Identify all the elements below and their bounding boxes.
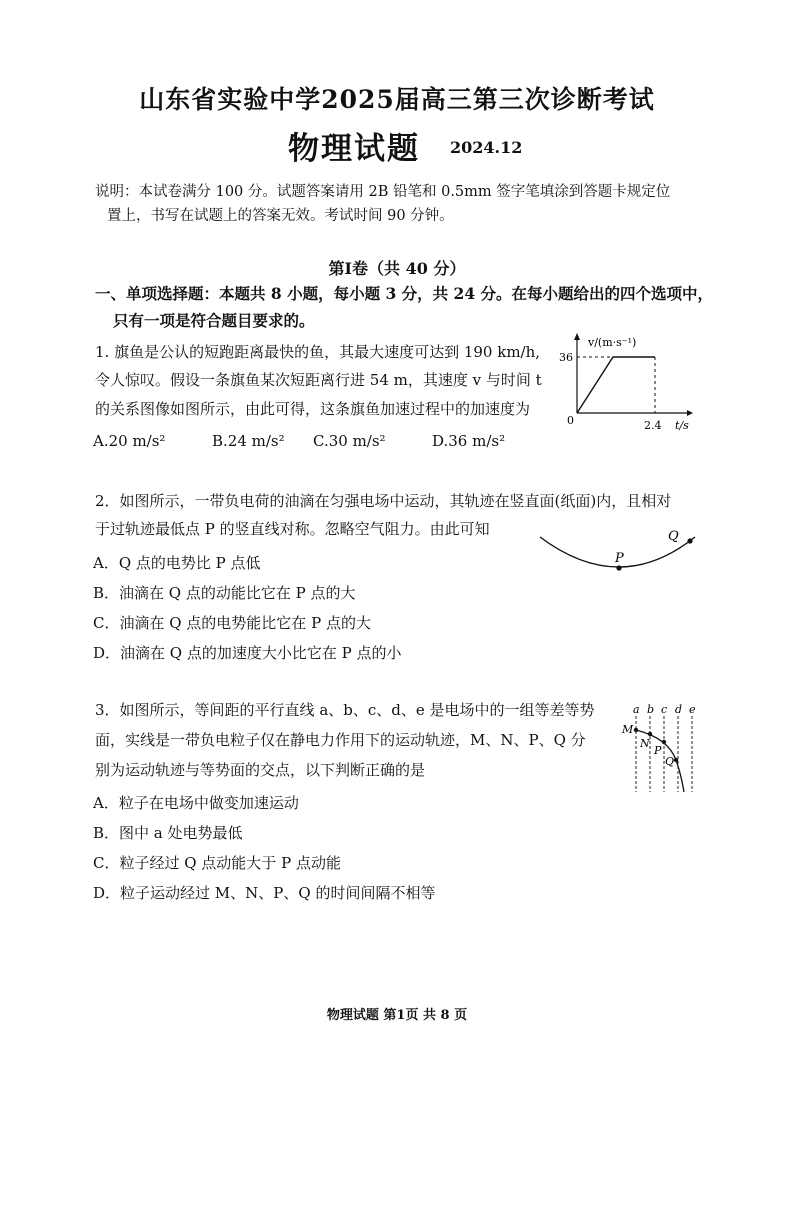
q2-option-a: A．Q 点的电势比 P 点低 (93, 554, 261, 572)
instructions-line-2: 置上，书写在试题上的答案无效。考试时间 90 分钟。 (107, 208, 454, 224)
q2-label-q: Q (668, 529, 679, 544)
q1-line-1: 1. 旗鱼是公认的短跑距离最快的鱼，其最大速度可达到 190 km/h, (95, 343, 541, 361)
q1-y-arrow (574, 333, 580, 340)
section-title: 第Ⅰ卷（共 40 分） (328, 259, 466, 278)
q1-x-arrow (687, 410, 693, 416)
q2-line-2: 于过轨迹最低点 P 的竖直线对称。忽略空气阻力。由此可知 (95, 520, 490, 538)
q2-option-b: B．油滴在 Q 点的动能比它在 P 点的大 (93, 584, 356, 602)
page-footer: 物理试题 第1页 共 8 页 (326, 1008, 468, 1023)
q3-point-n (648, 732, 652, 736)
q3-line-2: 面，实线是一带负电粒子仅在静电力作用下的运动轨迹，M、N、P、Q 分 (95, 731, 586, 749)
q1-x-tick: 2.4 (644, 419, 662, 432)
q2-option-c: C．油滴在 Q 点的电势能比它在 P 点的大 (93, 614, 371, 632)
q2-label-p: P (615, 551, 624, 566)
part-heading-line-2: 只有一项是符合题目要求的。 (113, 311, 315, 330)
q3-label-b: b (647, 703, 655, 716)
q3-option-b: B．图中 a 处电势最低 (93, 824, 243, 842)
q3-option-d: D．粒子运动经过 M、N、P、Q 的时间间隔不相等 (93, 884, 436, 902)
q1-option-d: D.36 m/s² (432, 432, 506, 450)
q2-trajectory-figure (535, 522, 705, 582)
part-heading (95, 280, 715, 334)
q3-option-a: A．粒子在电场中做变加速运动 (93, 794, 299, 812)
q1-y-axis-label: v/(m·s⁻¹) (588, 336, 637, 349)
q3-label-d: d (675, 703, 683, 716)
q1-vt-line (577, 357, 655, 413)
q2-option-d: D．油滴在 Q 点的加速度大小比它在 P 点的小 (93, 644, 402, 662)
q1-option-a: A.20 m/s² (93, 432, 166, 450)
instructions (95, 180, 715, 228)
q1-vt-graph (555, 330, 695, 435)
q3-label-n: N (640, 737, 650, 750)
exam-date: 2024.12 (450, 138, 523, 157)
q3-point-q (674, 758, 678, 762)
q3-line-3: 别为运动轨迹与等势面的交点，以下判断正确的是 (95, 761, 426, 779)
q1-x-axis-label: t/s (675, 419, 689, 432)
q3-label-p: P (654, 744, 662, 757)
q1-y-tick: 36 (559, 351, 573, 364)
q3-label-c: c (661, 703, 668, 716)
q3-line-1: 3．如图所示，等间距的平行直线 a、b、c、d、e 是电场中的一组等差等势 (95, 701, 595, 719)
q3-equipotential-figure (618, 702, 700, 794)
q3-label-a: a (633, 703, 640, 716)
q3-label-q: Q (665, 755, 675, 768)
q3-label-m: M (622, 723, 634, 736)
q3-option-c: C．粒子经过 Q 点动能大于 P 点动能 (93, 854, 341, 872)
q1-option-c: C.30 m/s² (313, 432, 386, 450)
q2-point-q (687, 538, 692, 543)
q1-option-b: B.24 m/s² (212, 432, 285, 450)
q3-point-m (634, 728, 638, 732)
q2-line-1: 2．如图所示，一带负电荷的油滴在匀强电场中运动，其轨迹在竖直面(纸面)内，且相对 (95, 492, 672, 510)
part-heading-line-1: 一、单项选择题：本题共 8 小题，每小题 3 分，共 24 分。在每小题给出的四个选项中， (95, 284, 714, 303)
q3-label-e: e (689, 703, 696, 716)
q1-line-2: 令人惊叹。假设一条旗鱼某次短距离行进 54 m，其速度 v 与时间 t (95, 371, 542, 389)
subject-title: 物理试题 (288, 131, 420, 167)
instructions-line-1: 说明：本试卷满分 100 分。试题答案请用 2B 铅笔和 0.5mm 签字笔填涂到答题卡规定位 (95, 184, 671, 200)
q1-line-3: 的关系图像如图所示，由此可得，这条旗鱼加速过程中的加速度为 (95, 400, 531, 418)
exam-school-title: 山东省实验中学2025届高三第三次诊断考试 (139, 85, 655, 114)
q1-origin: 0 (567, 414, 574, 427)
q3-point-p (662, 740, 666, 744)
q2-point-p (616, 565, 621, 570)
